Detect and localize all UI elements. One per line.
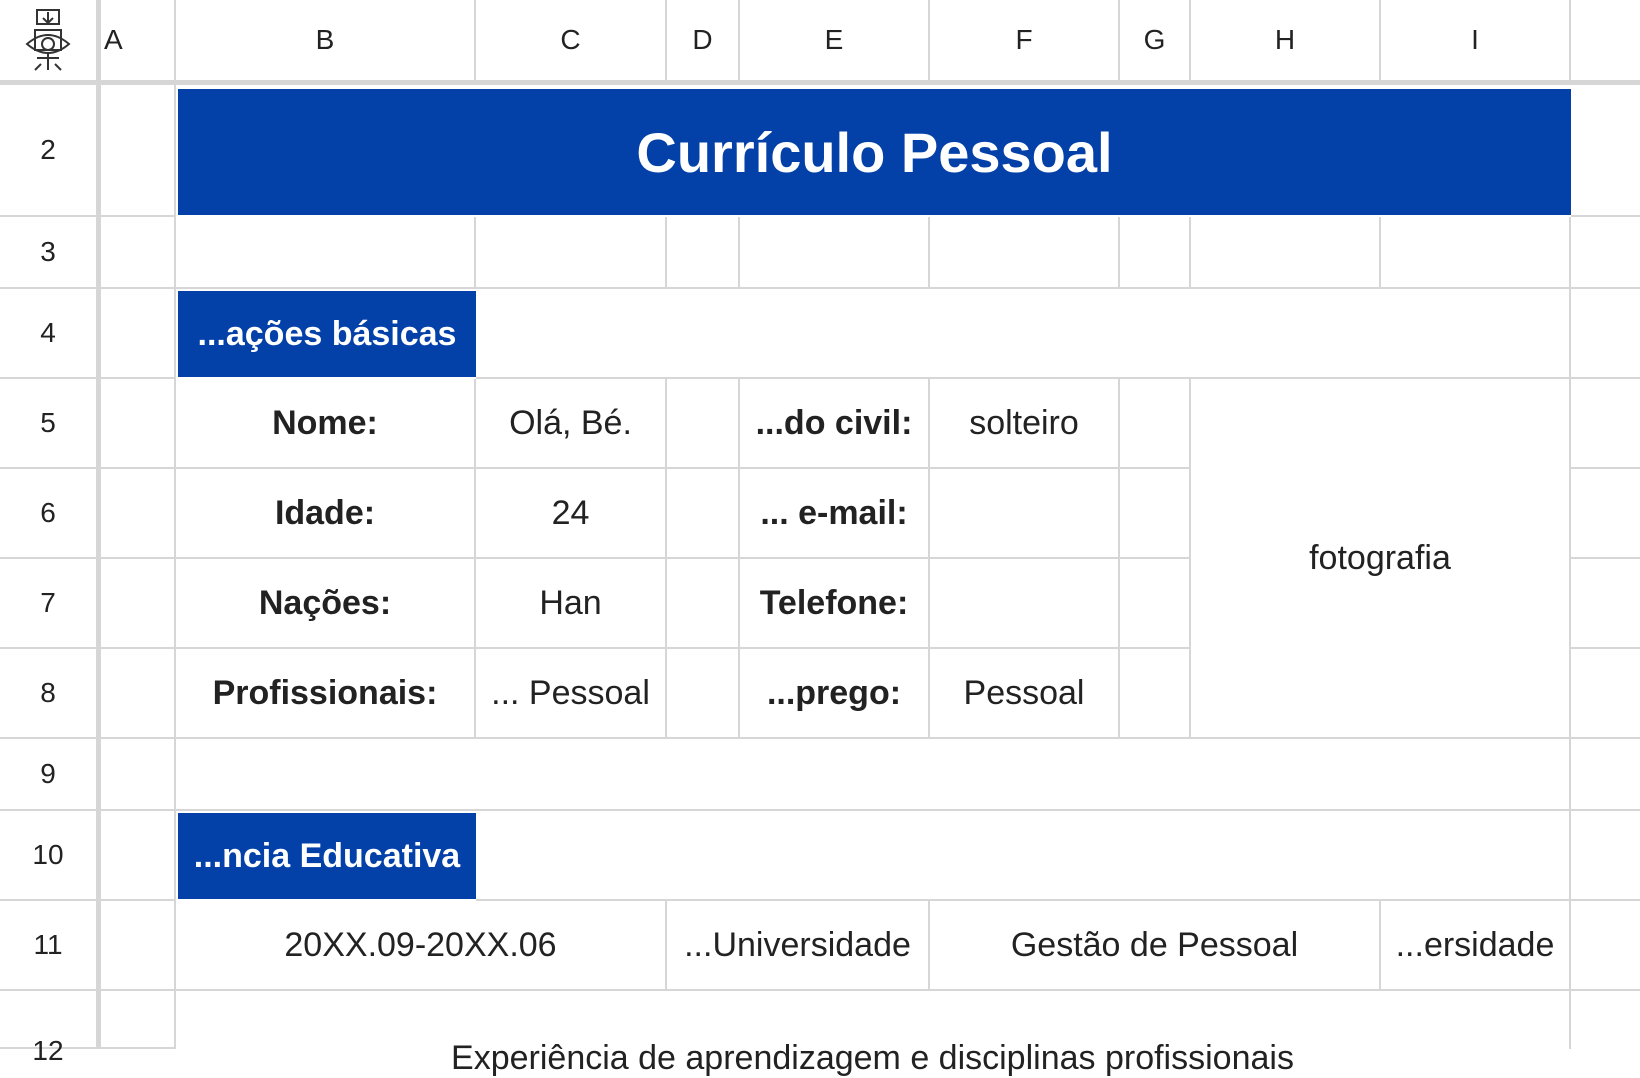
row-header-12[interactable]: 12 xyxy=(0,991,98,1049)
column-header-e[interactable]: E xyxy=(740,0,930,82)
row-header-4[interactable]: 4 xyxy=(0,289,98,379)
cell-g6[interactable] xyxy=(1120,469,1191,559)
cell-d3[interactable] xyxy=(667,217,740,289)
cell-f3[interactable] xyxy=(930,217,1120,289)
cell-g5[interactable] xyxy=(1120,379,1191,469)
cell-a12[interactable] xyxy=(101,991,176,1049)
email-label[interactable]: ... e-mail: xyxy=(740,469,930,559)
cell-c3[interactable] xyxy=(476,217,667,289)
cell-j6[interactable] xyxy=(1571,469,1640,559)
row-header-7[interactable]: 7 xyxy=(0,559,98,649)
cell-j7[interactable] xyxy=(1571,559,1640,649)
education-major[interactable]: Gestão de Pessoal xyxy=(930,901,1381,991)
cell-j3[interactable] xyxy=(1571,217,1640,289)
cell-a7[interactable] xyxy=(101,559,176,649)
column-header-g[interactable]: G xyxy=(1120,0,1191,82)
column-header-d[interactable]: D xyxy=(667,0,740,82)
nation-label[interactable]: Nações: xyxy=(176,559,476,649)
column-header-i[interactable]: I xyxy=(1381,0,1571,82)
photo-cell[interactable]: fotografia xyxy=(1191,379,1571,739)
nation-value[interactable]: Han xyxy=(476,559,667,649)
education-period[interactable]: 20XX.09-20XX.06 xyxy=(176,901,667,991)
cell-b9-merged[interactable] xyxy=(176,739,1571,811)
age-label[interactable]: Idade: xyxy=(176,469,476,559)
section-basic-info-header[interactable]: ...ações básicas xyxy=(178,291,476,377)
professional-value[interactable]: ... Pessoal xyxy=(476,649,667,739)
section-education-header[interactable]: ...ncia Educativa xyxy=(178,813,476,899)
freeze-pane-icon xyxy=(23,8,73,72)
cell-c10-merged[interactable] xyxy=(476,811,1571,901)
cell-j8[interactable] xyxy=(1571,649,1640,739)
employment-label[interactable]: ...prego: xyxy=(740,649,930,739)
row-header-10[interactable]: 10 xyxy=(0,811,98,901)
cell-a9[interactable] xyxy=(101,739,176,811)
cell-g7[interactable] xyxy=(1120,559,1191,649)
cell-a6[interactable] xyxy=(101,469,176,559)
cell-a2[interactable] xyxy=(101,85,176,217)
column-header-f[interactable]: F xyxy=(930,0,1120,82)
cell-a8[interactable] xyxy=(101,649,176,739)
row-header-3[interactable]: 3 xyxy=(0,217,98,289)
cell-h3[interactable] xyxy=(1191,217,1381,289)
name-label[interactable]: Nome: xyxy=(176,379,476,469)
column-header-b[interactable]: B xyxy=(176,0,476,82)
cell-a5[interactable] xyxy=(101,379,176,469)
cell-j4[interactable] xyxy=(1571,289,1640,379)
column-header-c[interactable]: C xyxy=(476,0,667,82)
select-all-corner[interactable] xyxy=(0,0,98,82)
cell-e3[interactable] xyxy=(740,217,930,289)
email-value[interactable] xyxy=(930,469,1120,559)
civil-status-value[interactable]: solteiro xyxy=(930,379,1120,469)
name-value[interactable]: Olá, Bé. xyxy=(476,379,667,469)
cell-b3[interactable] xyxy=(176,217,476,289)
cell-j11[interactable] xyxy=(1571,901,1640,991)
phone-value[interactable] xyxy=(930,559,1120,649)
cell-d5[interactable] xyxy=(667,379,740,469)
cell-j9[interactable] xyxy=(1571,739,1640,811)
cell-j2[interactable] xyxy=(1571,85,1640,217)
frozen-row-divider xyxy=(0,82,1640,85)
column-header-h[interactable]: H xyxy=(1191,0,1381,82)
cell-c4-merged[interactable] xyxy=(476,289,1571,379)
cell-i3[interactable] xyxy=(1381,217,1571,289)
learning-experience-cell[interactable]: Experiência de aprendizagem e disciplinas profissionais xyxy=(176,991,1571,1049)
frozen-column-divider xyxy=(98,0,101,1049)
cell-j5[interactable] xyxy=(1571,379,1640,469)
cell-a4[interactable] xyxy=(101,289,176,379)
cell-g3[interactable] xyxy=(1120,217,1191,289)
column-header-next[interactable] xyxy=(1571,0,1640,82)
cell-a11[interactable] xyxy=(101,901,176,991)
age-value[interactable]: 24 xyxy=(476,469,667,559)
education-degree[interactable]: ...ersidade xyxy=(1381,901,1571,991)
column-header-a[interactable]: A xyxy=(98,0,176,82)
professional-label[interactable]: Profissionais: xyxy=(176,649,476,739)
cell-g8[interactable] xyxy=(1120,649,1191,739)
civil-status-label[interactable]: ...do civil: xyxy=(740,379,930,469)
row-header-11[interactable]: 11 xyxy=(0,901,98,991)
employment-value[interactable]: Pessoal xyxy=(930,649,1120,739)
row-header-5[interactable]: 5 xyxy=(0,379,98,469)
row-header-2[interactable]: 2 xyxy=(0,85,98,217)
resume-title-cell[interactable]: Currículo Pessoal xyxy=(178,89,1571,215)
row-header-8[interactable]: 8 xyxy=(0,649,98,739)
phone-label[interactable]: Telefone: xyxy=(740,559,930,649)
row-header-6[interactable]: 6 xyxy=(0,469,98,559)
row-header-9[interactable]: 9 xyxy=(0,739,98,811)
cell-d6[interactable] xyxy=(667,469,740,559)
cell-a10[interactable] xyxy=(101,811,176,901)
cell-a3[interactable] xyxy=(101,217,176,289)
cell-d7[interactable] xyxy=(667,559,740,649)
cell-d8[interactable] xyxy=(667,649,740,739)
cell-j12[interactable] xyxy=(1571,991,1640,1049)
cell-j10[interactable] xyxy=(1571,811,1640,901)
education-school[interactable]: ...Universidade xyxy=(667,901,930,991)
